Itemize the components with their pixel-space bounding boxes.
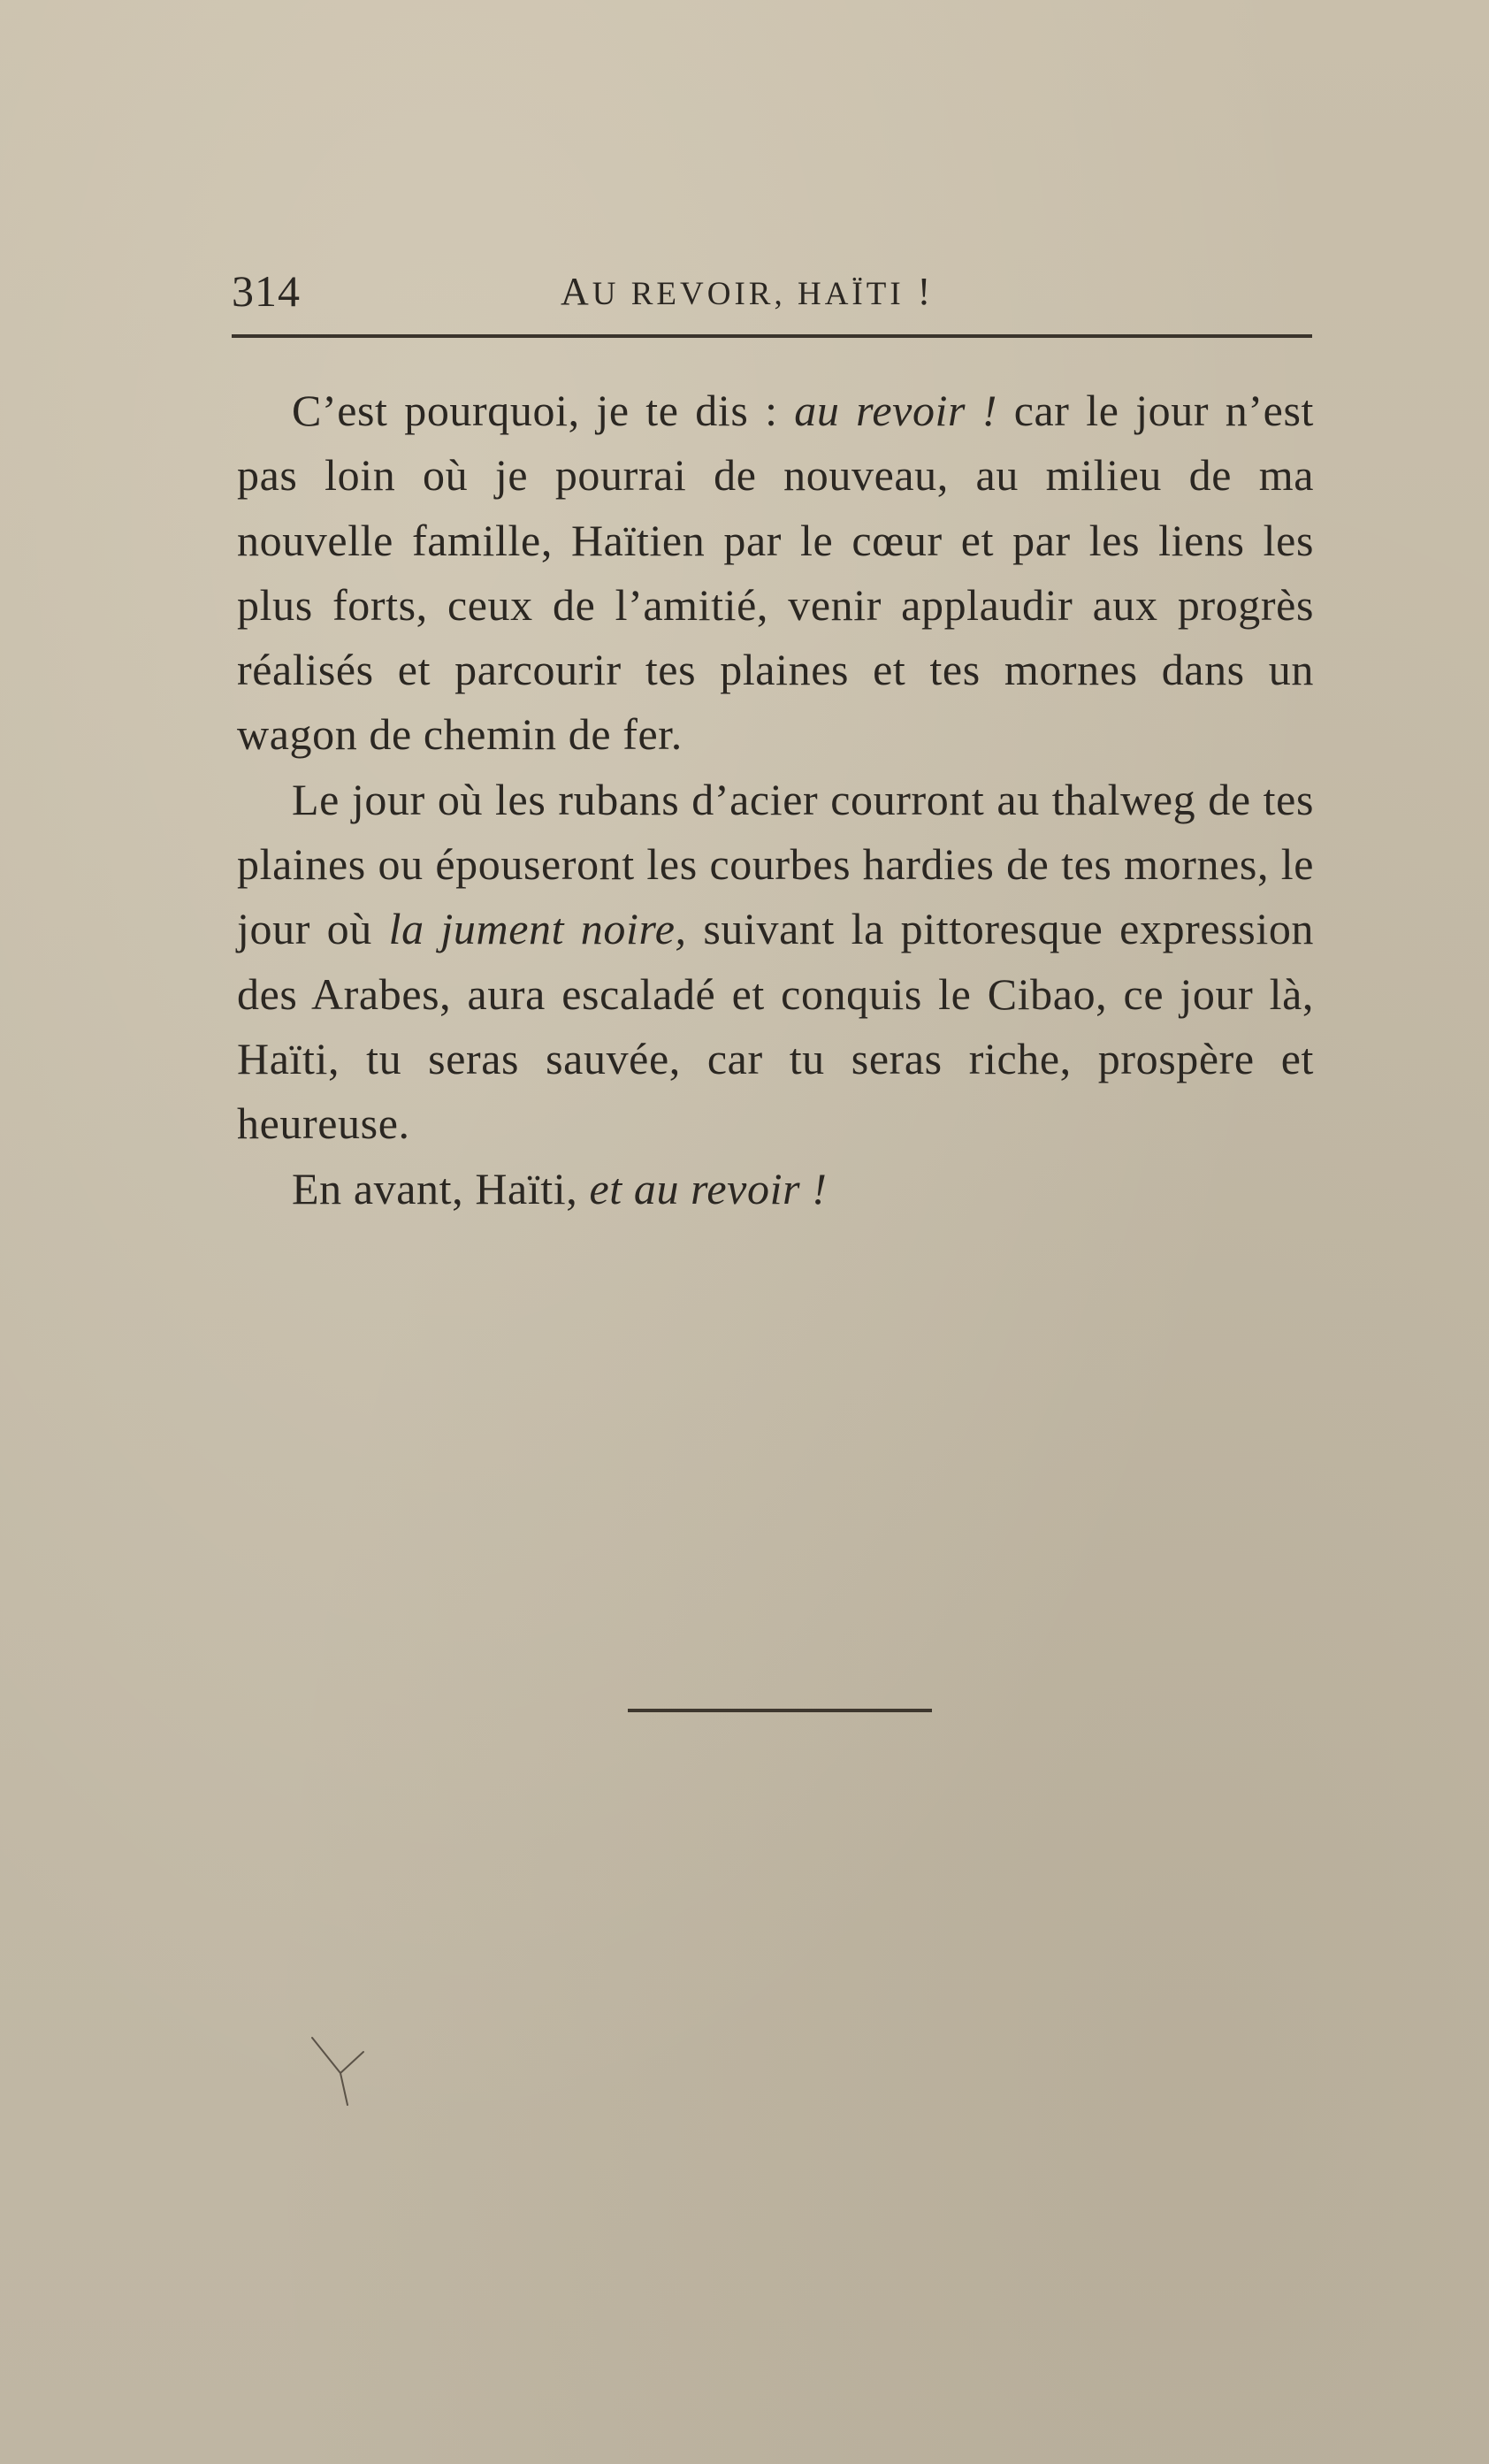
paragraph-2	[237, 768, 1314, 1157]
running-title	[561, 269, 934, 314]
end-rule	[628, 1709, 932, 1712]
paragraph-2-text-a: Le jour où les rubans d’acier courront au thalweg de tes plaines ou épouseront les courbes hardies de tes mornes, le jour où	[237, 774, 1314, 954]
running-title-initial: A	[561, 270, 592, 313]
body-text	[237, 379, 1314, 1221]
paragraph-2-text-b: suivant la pittoresque expression des Arabes, aura escaladé et conquis le Cibao, ce jour là, Haïti, tu seras sauvée, car tu seras riche, prospère et heureuse.	[237, 904, 1315, 1149]
running-title-smallcaps: U REVOIR, HAÏTI	[592, 276, 905, 312]
paragraph-1-text-b: car le jour n’est pas loin où je pourrai de nouveau, au milieu de ma nouvelle famille, Haïtien par le cœur et par les liens les plus forts, ceux de l’amitié, venir applaudir aux progrès réalisés et parcourir tes plaines et tes mornes dans un wagon de chemin de fer.	[237, 386, 1315, 760]
paragraph-3-italic: et au revoir !	[589, 1163, 828, 1213]
paragraph-3-text-a: En avant, Haïti,	[292, 1163, 590, 1213]
paragraph-2-italic: la jument noire,	[388, 904, 687, 954]
paragraph-3	[237, 1157, 1314, 1221]
paragraph-1-text-a: C’est pourquoi, je te dis :	[292, 386, 795, 435]
paragraph-1	[237, 379, 1314, 768]
page-header	[232, 265, 1312, 327]
header-rule	[232, 334, 1312, 338]
pencil-mark	[305, 2034, 367, 2114]
page-number: 314	[232, 266, 301, 316]
paragraph-1-italic: au revoir !	[794, 386, 998, 435]
running-title-suffix: !	[904, 270, 935, 313]
